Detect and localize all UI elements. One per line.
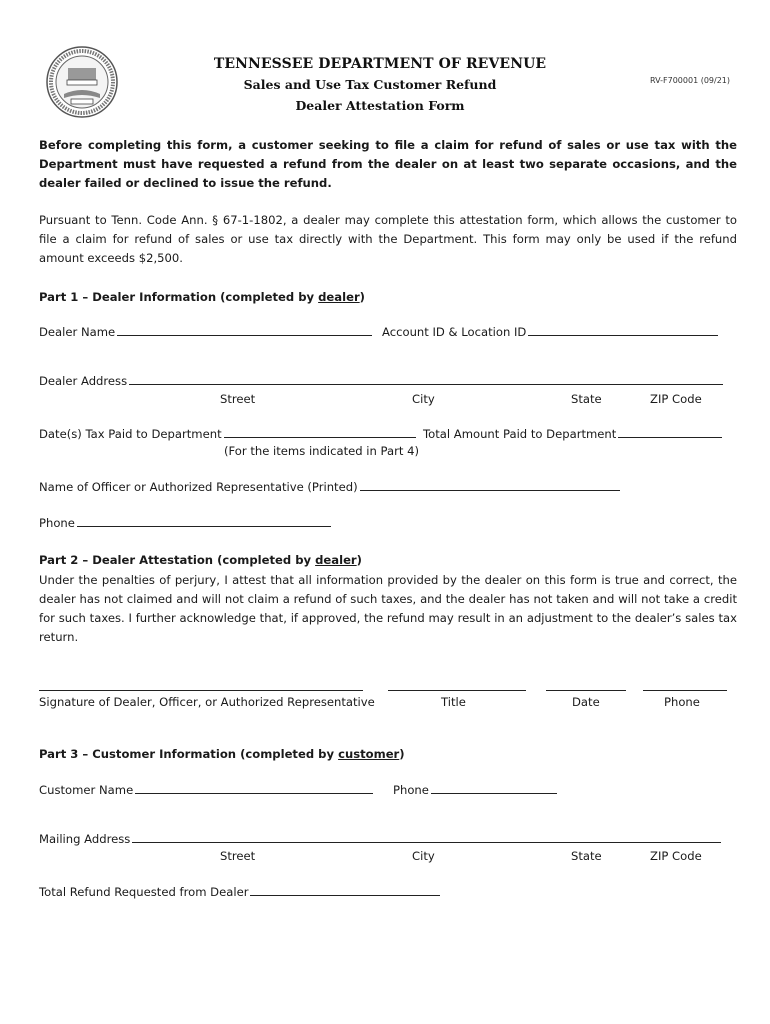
officer-name-field[interactable]: Name of Officer or Authorized Representative (Printed) <box>39 480 620 494</box>
sig-phone-label: Phone <box>664 695 700 709</box>
signature-label: Signature of Dealer, Officer, or Authorized Representative <box>39 695 375 709</box>
address-street-label: Street <box>220 392 256 406</box>
part3-heading: Part 3 – Customer Information (completed by customer) <box>39 747 405 761</box>
form-title: Dealer Attestation Form <box>295 98 465 113</box>
address-state-label: State <box>571 392 602 406</box>
intro-pursuant: Pursuant to Tenn. Code Ann. § 67-1-1802, a dealer may complete this attestation form, which allows the customer to file a claim for refund of sales or use tax directly with the Department. This form may only be used if the refund amount exceeds $2,500. <box>39 213 737 265</box>
title-label: Title <box>441 695 466 709</box>
attestation-text: Under the penalties of perjury, I attest that all information provided by the dealer on this form is true and correct, the dealer has not claimed and will not claim a refund of such taxes, and the dealer has not taken and will not take a credit for such taxes. I further acknowledge that, if approved, the refund may result in an adjustment to the dealer’s sales tax return. <box>39 573 737 644</box>
mailing-address-field[interactable]: Mailing Address <box>39 832 721 846</box>
date-line[interactable] <box>546 690 626 691</box>
total-refund-field[interactable]: Total Refund Requested from Dealer <box>39 885 440 899</box>
part1-heading: Part 1 – Dealer Information (completed by dealer) <box>39 290 365 304</box>
customer-name-field[interactable]: Customer Name <box>39 783 373 797</box>
dealer-phone-field[interactable]: Phone <box>39 516 331 530</box>
form-number: RV-F700001 (09/21) <box>650 76 730 85</box>
dealer-name-field[interactable]: Dealer Name <box>39 325 372 339</box>
intro-warning: Before completing this form, a customer seeking to file a claim for refund of sales or use tax with the Department must have requested a refund from the dealer on at least two separate occasions, and the dealer failed or declined to issue the refund. <box>39 138 737 190</box>
form-subtitle: Sales and Use Tax Customer Refund <box>243 77 497 92</box>
part2-heading: Part 2 – Dealer Attestation (completed by dealer) <box>39 553 362 567</box>
title-line[interactable] <box>388 690 526 691</box>
mail-street-label: Street <box>220 849 256 863</box>
mail-state-label: State <box>571 849 602 863</box>
address-city-label: City <box>412 392 435 406</box>
address-zip-label: ZIP Code <box>650 392 702 406</box>
customer-phone-field[interactable]: Phone <box>393 783 557 797</box>
signature-line[interactable] <box>39 690 363 691</box>
total-paid-field[interactable]: Total Amount Paid to Department <box>423 427 722 441</box>
dealer-address-field[interactable]: Dealer Address <box>39 374 723 388</box>
agency-title: TENNESSEE DEPARTMENT OF REVENUE <box>213 56 547 72</box>
mail-city-label: City <box>412 849 435 863</box>
items-note: (For the items indicated in Part 4) <box>224 444 420 458</box>
sig-phone-line[interactable] <box>643 690 727 691</box>
mail-zip-label: ZIP Code <box>650 849 702 863</box>
state-seal-icon <box>46 46 118 118</box>
date-label: Date <box>572 695 600 709</box>
account-id-field[interactable]: Account ID & Location ID <box>382 325 718 339</box>
dates-paid-field[interactable]: Date(s) Tax Paid to Department <box>39 427 416 441</box>
